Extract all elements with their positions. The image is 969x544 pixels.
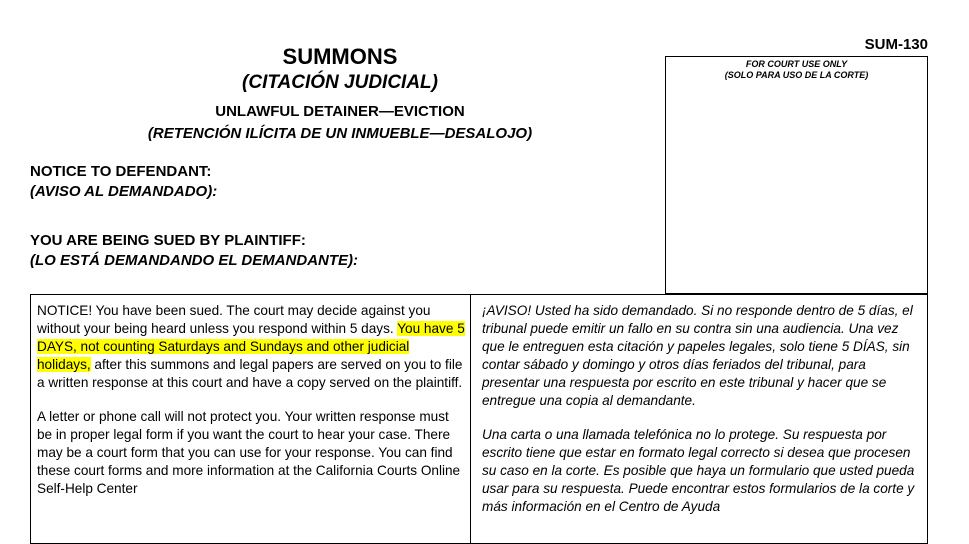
notice-english [37,302,465,514]
plaintiff-label: YOU ARE BEING SUED BY PLAINTIFF: [30,232,306,249]
court-use-label: FOR COURT USE ONLY [745,59,848,69]
document-title: SUMMONS [282,44,398,69]
case-type-es: (RETENCIÓN ILÍCITA DE UN INMUEBLE—DESALOJO) [147,125,533,142]
notice-english-p1 [37,302,465,392]
notice-spanish [482,302,922,532]
case-type: UNLAWFUL DETAINER—EVICTION [215,103,465,120]
highlighted-deadline: You have 5 DAYS, not counting Saturdays and Sundays and other judicial holidays, [37,321,465,372]
court-use-box [665,56,928,294]
notice-english-p2: A letter or phone call will not protect you. Your written response must be in proper legal form if you want the court to hear your case. There may be a court form that you can use for your response. You can find these court forms and more information at the California Courts Online Self-Help Center [37,409,461,496]
court-use-label-es: (SOLO PARA USO DE LA CORTE) [724,70,869,80]
plaintiff-label-es: (LO ESTÁ DEMANDANDO EL DEMANDANTE): [30,252,359,269]
notice-text: after this summons and legal papers are served on you to file a written response at this court and have a copy served on the plaintiff. [37,357,463,390]
column-divider [470,294,471,544]
notice-spanish-p1: ¡AVISO! Usted ha sido demandado. Si no responde dentro de 5 días, el tribunal puede emitir un fallo en su contra sin una audiencia. Una vez que le entreguen esta citación y papeles legales, solo tiene 5 DÍAS, sin contar sábado y domingo y otros días feriados del tribunal, para presentar una respuesta por escrito en este tribunal y hacer que se entregue una copia al demandante. [482,303,913,408]
notice-text: NOTICE! You have been sued. The court may decide against you without your being heard unless you respond within 5 days. [37,303,431,336]
notice-spanish-p2: Una carta o una llamada telefónica no lo protege. Su respuesta por escrito tiene que estar en formato legal correcto si desea que procesen su caso en la corte. Es posible que haya un formulario que usted pueda usar para su respuesta. Puede encontrar estos formularios de la corte y más información en el Centro de Ayuda [482,427,915,514]
document-title-es: (CITACIÓN JUDICIAL) [242,72,438,93]
defendant-label-es: (AVISO AL DEMANDADO): [30,183,218,200]
form-number: SUM-130 [864,36,928,53]
defendant-label: NOTICE TO DEFENDANT: [30,163,212,180]
